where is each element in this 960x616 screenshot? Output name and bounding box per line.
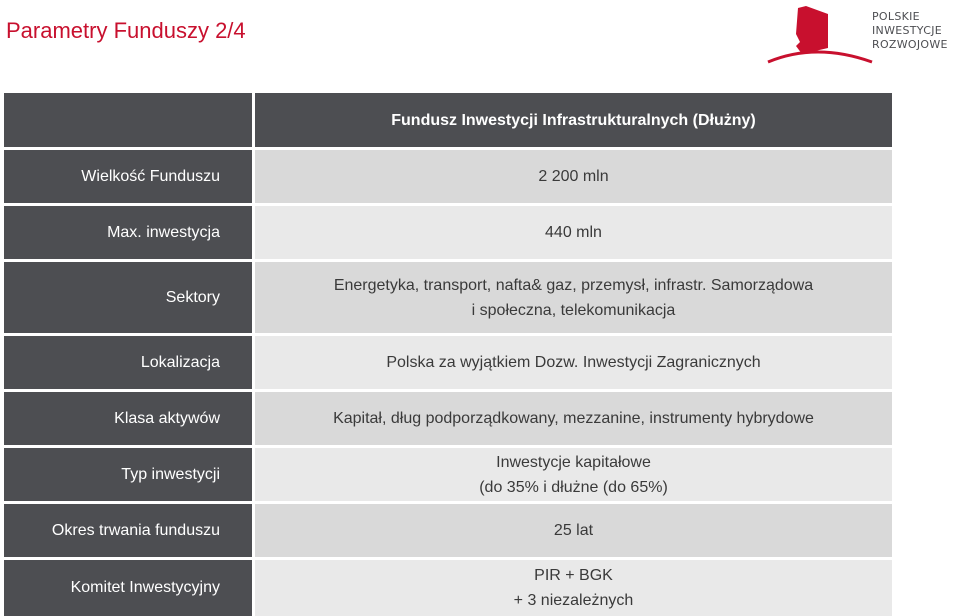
table-header-row <box>4 93 892 147</box>
row-value <box>255 150 892 203</box>
row-label: Okres trwania funduszu <box>4 504 252 557</box>
row-value-line: Polska za wyjątkiem Dozw. Inwestycji Zagranicznych <box>386 354 761 371</box>
page-title: Parametry Funduszy 2/4 <box>6 18 246 43</box>
row-value-line: (do 35% i dłużne (do 65%) <box>479 478 668 496</box>
row-label: Komitet Inwestycyjny <box>4 560 252 616</box>
row-label: Typ inwestycji <box>4 448 252 501</box>
row-value <box>255 448 892 501</box>
logo-line: POLSKIE <box>872 10 920 23</box>
logo-line: INWESTYCJE <box>872 24 942 37</box>
row-value-line: Energetyka, transport, nafta& gaz, przemysł, infrastr. Samorządowa <box>333 276 814 294</box>
row-value-line: Kapitał, dług podporządkowany, mezzanine, instrumenty hybrydowe <box>333 410 814 427</box>
header-label-cell <box>4 93 252 147</box>
table-row <box>4 504 892 557</box>
row-value-line: Inwestycje kapitałowe <box>496 453 651 471</box>
row-value-line: PIR + BGK <box>534 567 613 584</box>
row-label: Klasa aktywów <box>4 392 252 445</box>
row-value <box>255 336 892 389</box>
table-row <box>4 206 892 259</box>
logo-line: ROZWOJOWE <box>872 38 948 51</box>
row-value <box>255 262 892 333</box>
row-value <box>255 560 892 616</box>
table-row <box>4 336 892 389</box>
row-value <box>255 504 892 557</box>
table-row <box>4 448 892 501</box>
header-fund-name: Fundusz Inwestycji Infrastrukturalnych (Dłużny) <box>255 93 892 147</box>
table-row <box>4 392 892 445</box>
row-value-line: + 3 niezależnych <box>513 592 634 609</box>
row-value-line: 440 mln <box>545 224 602 241</box>
logo-wordmark <box>872 10 948 52</box>
row-value <box>255 392 892 445</box>
row-label: Wielkość Funduszu <box>4 150 252 203</box>
table-row <box>4 150 892 203</box>
row-label: Max. inwestycja <box>4 206 252 259</box>
row-value <box>255 206 892 259</box>
row-label: Sektory <box>4 262 252 333</box>
row-value-line: 2 200 mln <box>538 168 609 185</box>
row-label: Lokalizacja <box>4 336 252 389</box>
table-row <box>4 262 892 333</box>
row-value-line: 25 lat <box>553 522 594 539</box>
table-row <box>4 560 892 616</box>
row-value-line: i społeczna, telekomunikacja <box>471 301 676 319</box>
